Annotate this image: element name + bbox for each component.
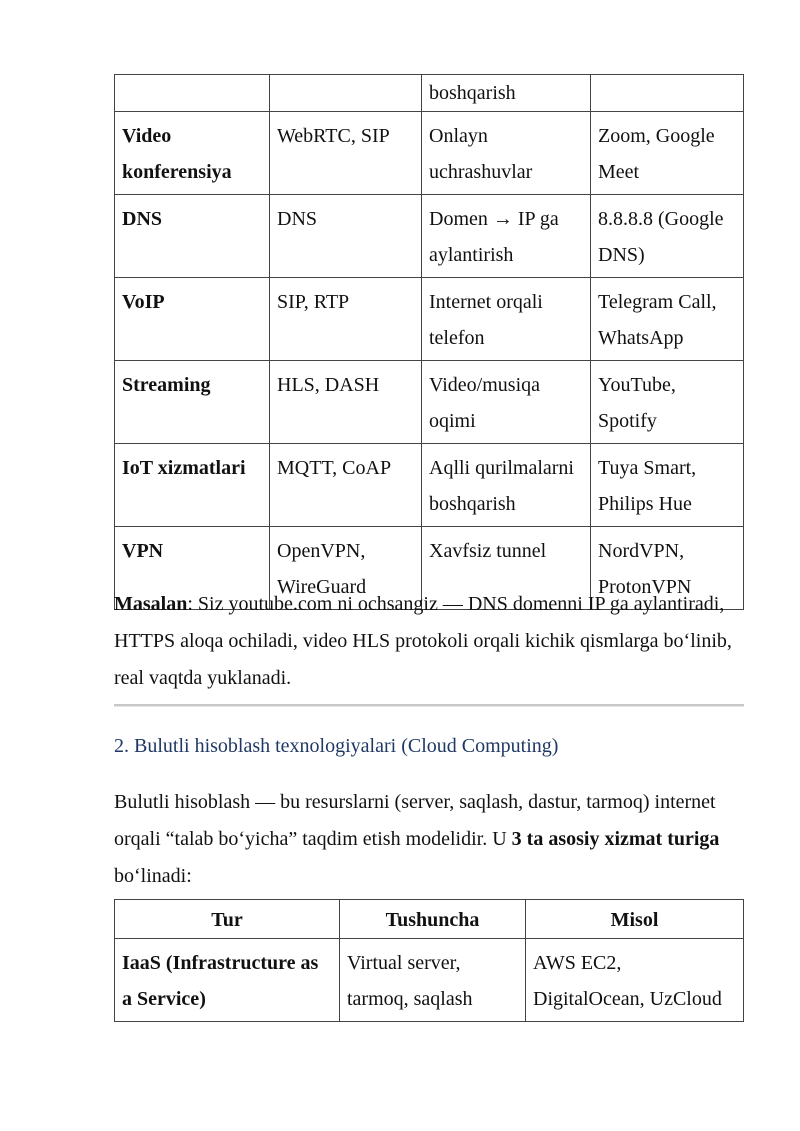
service-cell: DNS bbox=[115, 195, 270, 278]
example-cell: 8.8.8.8 (Google DNS) bbox=[591, 195, 744, 278]
service-cell: Streaming bbox=[115, 361, 270, 444]
table-row bbox=[115, 361, 744, 444]
function-cell: Internet orqali telefon bbox=[422, 278, 591, 361]
example-cell: NordVPN, ProtonVPN bbox=[591, 527, 744, 610]
protocol-cell: WebRTC, SIP bbox=[270, 112, 422, 195]
header-example: Misol bbox=[526, 900, 744, 939]
header-concept: Tushuncha bbox=[340, 900, 526, 939]
protocol-cell bbox=[270, 75, 422, 112]
function-cell: Video/musiqa oqimi bbox=[422, 361, 591, 444]
intro-text-before: Bulutli hisoblash — bu resurslarni (server, saqlash, dastur, tarmoq) internet orqali “talab bo‘yicha” taqdim etish modelidir. U bbox=[114, 791, 716, 850]
protocol-cell: DNS bbox=[270, 195, 422, 278]
table-row bbox=[115, 278, 744, 361]
protocol-cell: HLS, DASH bbox=[270, 361, 422, 444]
example-paragraph bbox=[114, 586, 744, 697]
protocol-cell: MQTT, CoAP bbox=[270, 444, 422, 527]
table-row bbox=[115, 444, 744, 527]
service-cell bbox=[115, 75, 270, 112]
function-cell: Aqlli qurilmalarni boshqarish bbox=[422, 444, 591, 527]
function-cell: boshqarish bbox=[422, 75, 591, 112]
example-cell: YouTube, Spotify bbox=[591, 361, 744, 444]
service-cell: VPN bbox=[115, 527, 270, 610]
table-row bbox=[115, 75, 744, 112]
protocol-cell: SIP, RTP bbox=[270, 278, 422, 361]
table-row bbox=[115, 939, 744, 1022]
function-cell: Domen → IP ga aylantirish bbox=[422, 195, 591, 278]
concept-cell: Virtual server, tarmoq, saqlash bbox=[340, 939, 526, 1022]
cloud-services-table bbox=[114, 899, 744, 1022]
section-heading: 2. Bulutli hisoblash texnologiyalari (Cloud Computing) bbox=[114, 735, 559, 757]
function-cell: Onlayn uchrashuvlar bbox=[422, 112, 591, 195]
example-label: Masalan bbox=[114, 593, 188, 615]
horizontal-divider bbox=[114, 704, 744, 707]
intro-paragraph bbox=[114, 784, 744, 895]
intro-text-after: bo‘linadi: bbox=[114, 865, 192, 887]
protocol-cell: OpenVPN, WireGuard bbox=[270, 527, 422, 610]
example-text: : Siz youtube.com ni ochsangiz — DNS domenni IP ga aylantiradi, HTTPS aloqa ochiladi, video HLS protokoli orqali kichik qismlarga bo‘linib, real vaqtda yuklanadi. bbox=[114, 593, 732, 689]
service-cell: VoIP bbox=[115, 278, 270, 361]
service-cell: Video konferensiya bbox=[115, 112, 270, 195]
type-cell: IaaS (Infrastructure as a Service) bbox=[115, 939, 340, 1022]
example-cell: Zoom, Google Meet bbox=[591, 112, 744, 195]
table-row bbox=[115, 195, 744, 278]
example-cell bbox=[591, 75, 744, 112]
example-cell: Telegram Call, WhatsApp bbox=[591, 278, 744, 361]
header-type: Tur bbox=[115, 900, 340, 939]
services-table bbox=[114, 74, 744, 610]
function-cell: Xavfsiz tunnel bbox=[422, 527, 591, 610]
intro-bold-text: 3 ta asosiy xizmat turiga bbox=[511, 828, 720, 850]
example-cell: Tuya Smart, Philips Hue bbox=[591, 444, 744, 527]
table-header-row bbox=[115, 900, 744, 939]
table-row bbox=[115, 112, 744, 195]
service-cell: IoT xizmatlari bbox=[115, 444, 270, 527]
example-cell: AWS EC2, DigitalOcean, UzCloud bbox=[526, 939, 744, 1022]
